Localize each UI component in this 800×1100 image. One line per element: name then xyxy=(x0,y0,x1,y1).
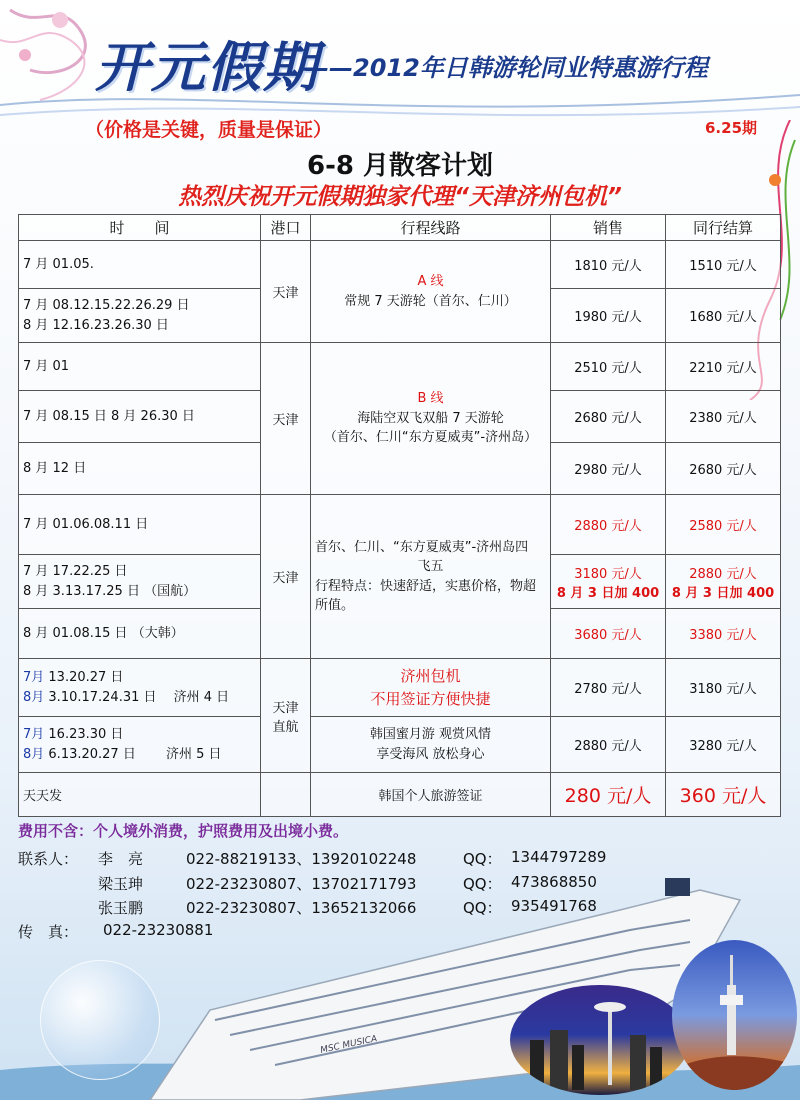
route-c-desc: 首尔、仁川、“东方夏威夷”-济州岛四 xyxy=(315,539,529,555)
sale-price-note: 8 月 3 日加 400 xyxy=(556,585,660,601)
contact-label: 联系人： xyxy=(18,850,79,868)
contact-qq: 935491768 xyxy=(511,897,597,915)
route-c-desc: 所值。 xyxy=(315,598,355,613)
date-cell xyxy=(19,717,261,773)
skyline-drawing xyxy=(510,985,690,1095)
peer-price: 2380 元/人 xyxy=(666,391,781,443)
qq-label: QQ： xyxy=(463,899,502,917)
sale-price: 2680 元/人 xyxy=(551,391,666,443)
date-cell xyxy=(19,555,261,609)
date-cell xyxy=(19,659,261,717)
seoul-tower-image xyxy=(672,940,797,1090)
headline: 热烈庆祝开元假期独家代理“天津济州包机” xyxy=(178,184,622,210)
port-cell: 天津 xyxy=(261,495,311,659)
sale-price: 1980 元/人 xyxy=(551,289,666,343)
plan-title: 6-8 月散客计划 xyxy=(306,151,494,181)
table-row xyxy=(19,343,781,391)
sale-price-cell xyxy=(551,555,666,609)
port-name: 直航 xyxy=(272,719,299,735)
route-a-title: A 线 xyxy=(417,274,444,289)
peer-price: 1510 元/人 xyxy=(666,241,781,289)
fax-label: 传 真： xyxy=(18,923,79,941)
date-text: 8 月 12.16.23.26.30 日 xyxy=(23,317,169,333)
sale-price: 3680 元/人 xyxy=(551,609,666,659)
peer-price: 2880 元/人 xyxy=(689,566,757,582)
date-text: 7 月 01.05. xyxy=(23,256,94,272)
peer-price-cell xyxy=(666,555,781,609)
route-b-desc: （首尔、仁川“东方夏威夷”-济州岛） xyxy=(323,430,538,446)
table-row-visa xyxy=(19,773,781,817)
brand-title: 开元假期 xyxy=(95,36,319,99)
sale-price: 2780 元/人 xyxy=(551,659,666,717)
table-header-row xyxy=(19,215,781,241)
port-cell: 天津 xyxy=(261,343,311,495)
header-peer: 同行结算 xyxy=(666,215,781,241)
contact-phone: 022-88219133、13920102248 xyxy=(186,850,417,868)
month-label: 7月 xyxy=(23,670,45,685)
route-b-desc: 海陆空双飞双船 7 天游轮 xyxy=(357,410,504,426)
month-label: 8月 xyxy=(23,746,45,762)
header-time: 时 间 xyxy=(19,215,261,241)
date-text: 8 月 3.13.17.25 日 （国航） xyxy=(23,583,197,599)
date-text: 7 月 17.22.25 日 xyxy=(23,564,128,579)
date-text: 3.10.17.24.31 日 济州 4 日 xyxy=(44,689,230,705)
ship-name: MSC MUSICA xyxy=(319,1034,379,1056)
peer-price: 2210 元/人 xyxy=(666,343,781,391)
tower-drawing xyxy=(672,940,797,1090)
qq-label: QQ： xyxy=(463,875,502,893)
contact-name: 张玉鹏 xyxy=(98,899,144,917)
peer-price: 3280 元/人 xyxy=(666,717,781,773)
date-text: 7 月 08.12.15.22.26.29 日 xyxy=(23,298,190,313)
date-text: 16.23.30 日 xyxy=(44,727,124,742)
route-d-title: 济州包机 xyxy=(400,667,461,685)
peer-price: 360 元/人 xyxy=(666,773,781,817)
month-label: 7月 xyxy=(23,727,45,742)
peer-price-note: 8 月 3 日加 400 xyxy=(671,585,775,601)
peer-price: 1680 元/人 xyxy=(666,289,781,343)
port-cell-empty xyxy=(261,773,311,817)
sale-price: 2880 元/人 xyxy=(551,717,666,773)
table-row xyxy=(19,659,781,717)
contact-phone: 022-23230807、13652132066 xyxy=(186,899,417,917)
route-d-title: 不用签证方便快捷 xyxy=(370,689,491,708)
contact-name: 李 亮 xyxy=(98,850,144,868)
date-cell xyxy=(19,241,261,289)
sale-price: 1810 元/人 xyxy=(551,241,666,289)
header-subtitle: ——2012年日韩游轮同业特惠游行程 xyxy=(305,54,708,82)
table-row xyxy=(19,241,781,289)
table-row xyxy=(19,717,781,773)
date-cell: 7 月 01.06.08.11 日 xyxy=(19,495,261,555)
route-d-desc: 享受海风 放松身心 xyxy=(376,746,485,762)
header-route: 行程线路 xyxy=(311,215,551,241)
peer-price: 2580 元/人 xyxy=(666,495,781,555)
date-text: 6.13.20.27 日 济州 5 日 xyxy=(44,746,222,762)
sale-price: 2880 元/人 xyxy=(551,495,666,555)
port-cell: 天津 xyxy=(261,241,311,343)
fee-exclusion-note: 费用不含：个人境外消费，护照费用及出境小费。 xyxy=(18,822,349,840)
date-text: 13.20.27 日 xyxy=(44,670,124,685)
tagline: （价格是关键，质量是保证） xyxy=(85,119,333,141)
date-cell: 8 月 12 日 xyxy=(19,443,261,495)
header-port: 港口 xyxy=(261,215,311,241)
route-a-cell xyxy=(311,241,551,343)
sale-price: 2510 元/人 xyxy=(551,343,666,391)
seattle-skyline-image xyxy=(510,985,690,1095)
date-cell: 7 月 08.15 日 8 月 26.30 日 xyxy=(19,391,261,443)
route-c-desc: 行程特点：快速舒适，实惠价格，物超 xyxy=(315,578,537,594)
issue-number: 6.25期 xyxy=(705,119,758,137)
route-d-cell xyxy=(311,659,551,717)
peer-price: 3180 元/人 xyxy=(666,659,781,717)
date-cell: 天天发 xyxy=(19,773,261,817)
route-d-desc: 韩国蜜月游 观赏风情 xyxy=(369,727,492,742)
route-b-title: B 线 xyxy=(417,391,444,407)
route-b-cell xyxy=(311,343,551,495)
contact-qq: 473868850 xyxy=(511,873,597,891)
route-d-desc-cell xyxy=(311,717,551,773)
peer-price: 3380 元/人 xyxy=(666,609,781,659)
route-c-cell xyxy=(311,495,551,659)
header-sale: 销售 xyxy=(551,215,666,241)
contact-qq: 1344797289 xyxy=(511,848,607,866)
month-label: 8月 xyxy=(23,689,45,705)
contact-phone: 022-23230807、13702171793 xyxy=(186,875,417,893)
fax-number: 022-23230881 xyxy=(103,921,214,939)
port-cell xyxy=(261,659,311,773)
sale-price: 2980 元/人 xyxy=(551,443,666,495)
table-row xyxy=(19,495,781,555)
peer-price: 2680 元/人 xyxy=(666,443,781,495)
bubble-decoration xyxy=(40,960,160,1080)
qq-label: QQ： xyxy=(463,850,502,868)
sale-price: 3180 元/人 xyxy=(574,566,642,582)
route-c-desc: 飞五 xyxy=(417,559,444,574)
sale-price: 280 元/人 xyxy=(551,773,666,817)
date-cell: 8 月 01.08.15 日 （大韩） xyxy=(19,609,261,659)
port-name: 天津 xyxy=(272,700,299,716)
itinerary-table xyxy=(18,214,781,817)
date-cell xyxy=(19,289,261,343)
date-cell: 7 月 01 xyxy=(19,343,261,391)
route-a-desc: 常规 7 天游轮（首尔、仁川） xyxy=(344,293,517,309)
route-visa: 韩国个人旅游签证 xyxy=(311,773,551,817)
contact-name: 梁玉珅 xyxy=(98,875,144,893)
